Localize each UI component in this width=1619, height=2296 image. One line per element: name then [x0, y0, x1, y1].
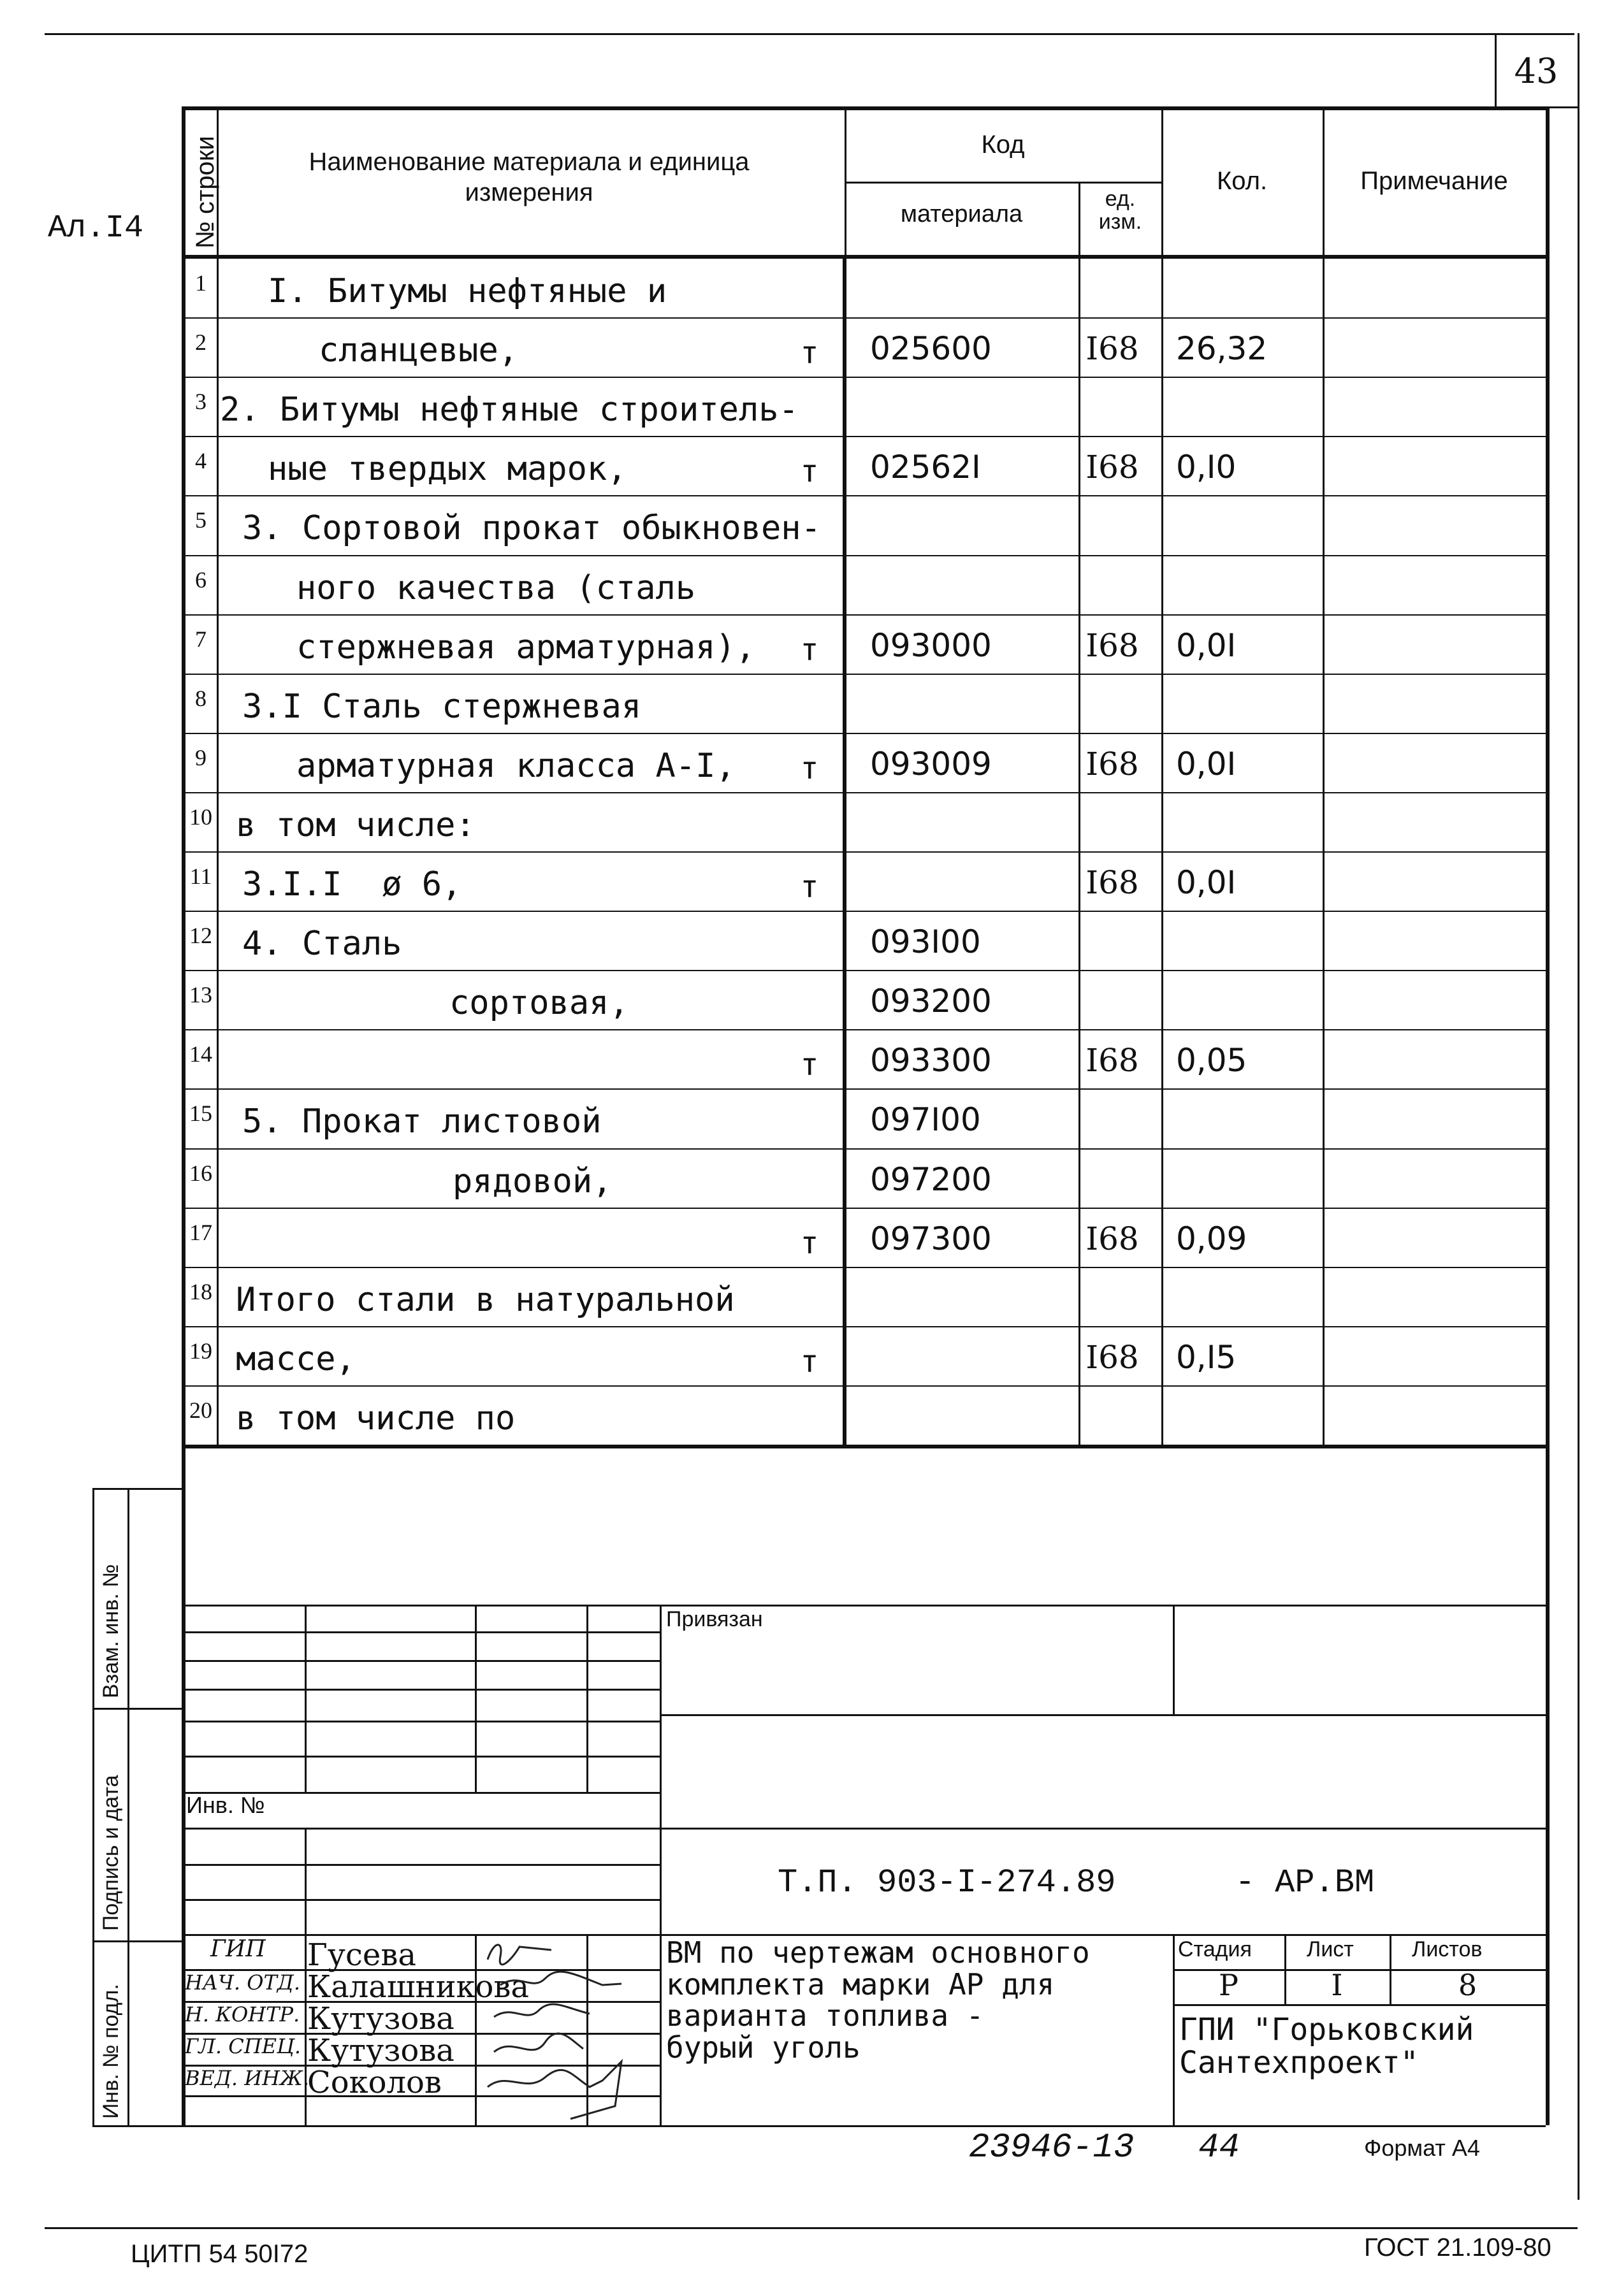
row-quantity: 0,0I: [1176, 745, 1237, 783]
signatures: [475, 1934, 660, 2125]
name-kutuzova-2: Кутузова: [307, 2033, 454, 2069]
strip-div2: [92, 1940, 182, 1942]
row-name: сланцевые,: [319, 331, 519, 370]
row-name: 2. Битумы нефтяные строитель-: [220, 391, 799, 430]
row-divider: [182, 436, 1546, 437]
stamp-v2-upper: [475, 1605, 477, 1792]
row-unit-code: I68: [1085, 864, 1139, 901]
row-name: сортовая,: [449, 984, 629, 1023]
sheets-label: Листов: [1412, 1937, 1483, 1961]
row-name: массе,: [236, 1339, 356, 1378]
row-number: 15: [189, 1101, 212, 1127]
stamp-row-privyazan: [182, 1605, 1546, 1606]
row-material-code: 093000: [870, 626, 992, 664]
row-unit-code: I68: [1085, 1338, 1139, 1376]
stamp-bottom: [92, 2125, 1546, 2127]
row-name: 3.I Сталь стержневая: [242, 687, 642, 726]
code-subheader-line: [845, 182, 1161, 184]
header-note: Примечание: [1360, 167, 1508, 195]
name-guseva: Гусева: [307, 1937, 416, 1973]
row-number: 16: [189, 1160, 212, 1186]
header-code-unit: ед. изм.: [1098, 187, 1142, 234]
page-number: 43: [1514, 51, 1558, 91]
footer-right: ГОСТ 21.109-80: [1364, 2234, 1551, 2262]
row-unit: т: [800, 869, 819, 905]
row-unit-code: I68: [1085, 626, 1139, 664]
row-quantity: 0,09: [1176, 1220, 1247, 1257]
label-inv-podl: Инв. № подл.: [99, 1984, 123, 2119]
role-n-kontr: Н. КОНТР.: [185, 2002, 300, 2026]
label-podpis-data: Подпись и дата: [99, 1775, 123, 1931]
strip-right: [127, 1488, 129, 2125]
stamp-line-k: [182, 1899, 660, 1901]
row-number: 1: [195, 270, 207, 296]
strip-top: [92, 1488, 182, 1490]
sheets-value: 8: [1458, 1968, 1477, 2002]
row-unit: т: [800, 1343, 819, 1380]
row-name: стержневая арматурная),: [296, 628, 756, 667]
row-number: 7: [195, 626, 207, 652]
privyazan-label: Привязан: [666, 1607, 763, 1631]
bottom-rule: [45, 2227, 1578, 2229]
row-number: 2: [195, 329, 207, 356]
row-number: 11: [189, 863, 212, 889]
frame-right-edge: [1578, 33, 1579, 2200]
document-designation: Т.П. 903-I-274.89 - АР.ВМ: [778, 1864, 1375, 1902]
table-top: [182, 106, 1546, 110]
name-sokolov: Соколов: [307, 2065, 442, 2100]
col-rownum-divider: [217, 106, 219, 1445]
row-material-code: 097I00: [870, 1101, 981, 1139]
row-material-code: 093300: [870, 1042, 992, 1079]
sheet-label: Лист: [1307, 1937, 1354, 1961]
row-name: 3.I.I ø 6,: [242, 865, 462, 904]
row-unit: т: [800, 1225, 819, 1261]
row-unit: т: [800, 1047, 819, 1083]
row-name: ного качества (сталь: [296, 568, 696, 607]
row-unit: т: [800, 750, 819, 786]
stamp-right: [1546, 1445, 1550, 2125]
row-material-code: 02562I: [870, 449, 981, 486]
stamp-line-j: [182, 1864, 660, 1866]
row-name: Итого стали в натуральной: [236, 1280, 735, 1319]
row-material-code: 093009: [870, 745, 992, 783]
name-kutuzova-1: Кутузова: [307, 2001, 454, 2037]
row-divider: [182, 851, 1546, 853]
role-nach-otd: НАЧ. ОТД.: [185, 1970, 300, 1995]
row-divider: [182, 674, 1546, 675]
row-number: 20: [189, 1397, 212, 1423]
row-number: 10: [189, 804, 212, 830]
row-number: 3: [195, 389, 207, 415]
stamp-line-i: [182, 1828, 660, 1830]
row-unit-code: I68: [1085, 330, 1139, 368]
role-gip: ГИП: [210, 1936, 266, 1962]
row-divider: [182, 1208, 1546, 1209]
row-number: 5: [195, 507, 207, 533]
row-divider: [182, 317, 1546, 319]
row-number: 6: [195, 567, 207, 593]
row-material-code: 025600: [870, 330, 992, 368]
row-number: 17: [189, 1219, 212, 1245]
format-label: Формат А4: [1364, 2135, 1480, 2161]
sheet-value: I: [1331, 1968, 1343, 2002]
row-name: в том числе:: [236, 805, 476, 844]
stamp-v1-upper: [305, 1605, 307, 1792]
row-quantity: 0,I5: [1176, 1338, 1237, 1376]
stamp-line-c: [660, 1714, 1546, 1716]
document-title: ВМ по чертежам основного комплекта марки АР для варианта топлива - бурый уголь: [666, 1935, 1090, 2065]
table-right: [1546, 106, 1550, 1483]
row-material-code: 093200: [870, 983, 992, 1020]
row-name: ные твердых марок,: [268, 450, 627, 489]
row-name: арматурная класса А-I,: [296, 746, 736, 785]
stamp-v4: [660, 1605, 662, 2125]
code-col-bold: [843, 258, 846, 1445]
row-divider: [182, 377, 1546, 378]
footer-page: 44: [1198, 2128, 1240, 2167]
row-number: 14: [189, 1041, 212, 1067]
header-name: Наименование материала и единица измерения: [309, 148, 750, 206]
top-rule: [45, 33, 1574, 35]
header-bottom: [182, 255, 1546, 259]
stamp-v3-upper: [586, 1605, 588, 1792]
row-number: 18: [189, 1278, 212, 1304]
stamp-v6: [1173, 1934, 1175, 2125]
table-bottom: [182, 1445, 1546, 1448]
row-unit: т: [800, 632, 819, 668]
col-note-divider: [1323, 106, 1325, 1445]
header-code: Код: [981, 131, 1025, 159]
row-quantity: 0,I0: [1176, 449, 1237, 486]
row-material-code: 097300: [870, 1220, 992, 1257]
header-qty: Кол.: [1216, 167, 1268, 195]
row-unit: т: [800, 454, 819, 490]
col-qty-divider: [1161, 106, 1163, 1445]
row-divider: [182, 911, 1546, 912]
row-unit: т: [800, 335, 819, 372]
stamp-v5: [1173, 1605, 1175, 1714]
row-quantity: 0,0I: [1176, 864, 1237, 901]
row-name: 5. Прокат листовой: [242, 1102, 602, 1141]
row-quantity: 0,05: [1176, 1042, 1247, 1079]
row-name: рядовой,: [453, 1162, 613, 1201]
row-unit-code: I68: [1085, 1220, 1139, 1257]
stage-label: Стадия: [1178, 1937, 1252, 1961]
row-divider: [182, 792, 1546, 793]
table-left: [182, 106, 185, 1483]
row-quantity: 0,0I: [1176, 626, 1237, 664]
row-divider: [182, 970, 1546, 971]
row-divider: [182, 733, 1546, 734]
row-number: 13: [189, 982, 212, 1008]
row-unit-code: I68: [1085, 1042, 1139, 1079]
header-row-number: № строки: [191, 136, 219, 249]
row-divider: [182, 1267, 1546, 1268]
stage-value: Р: [1219, 1968, 1238, 2002]
stamp-stage-bottom: [1173, 2004, 1546, 2006]
row-divider: [182, 1088, 1546, 1090]
organization: ГПИ "Горьковский Сантехпроект": [1179, 2012, 1474, 2081]
footer-left: ЦИТП 54 50I72: [131, 2240, 309, 2268]
stamp-line-h: [660, 1828, 1546, 1830]
strip-left: [92, 1488, 94, 2125]
row-divider: [182, 1148, 1546, 1150]
doc-number: 23946-13: [969, 2128, 1135, 2167]
row-material-code: 093I00: [870, 923, 981, 961]
row-number: 8: [195, 685, 207, 711]
row-name: 3. Сортовой прокат обыкновен-: [242, 509, 821, 548]
sheet-reference: Ал.I4: [48, 210, 144, 247]
label-vzam-inv: Взам. инв. №: [99, 1564, 123, 1698]
row-divider: [182, 495, 1546, 496]
header-code-material: материала: [900, 201, 1023, 227]
row-number: 12: [189, 923, 212, 949]
inv-no-label: Инв. №: [186, 1792, 265, 1818]
row-divider: [182, 1326, 1546, 1327]
role-ved-inzh: ВЕД. ИНЖ.: [185, 2066, 310, 2090]
row-divider: [182, 1385, 1546, 1387]
row-number: 19: [189, 1338, 212, 1364]
row-unit-code: I68: [1085, 745, 1139, 783]
row-name: в том числе по: [236, 1399, 516, 1438]
row-divider: [182, 614, 1546, 616]
row-material-code: 097200: [870, 1160, 992, 1198]
row-divider: [182, 1029, 1546, 1030]
row-unit-code: I68: [1085, 449, 1139, 486]
strip-div1: [92, 1708, 182, 1710]
row-number: 4: [195, 448, 207, 474]
role-gl-spec: ГЛ. СПЕЦ.: [185, 2034, 301, 2058]
row-name: I. Битумы нефтяные и: [268, 272, 667, 310]
name-kalashnikova: Калашникова: [307, 1969, 530, 2005]
row-divider: [182, 555, 1546, 556]
row-number: 9: [195, 744, 207, 770]
row-quantity: 26,32: [1176, 330, 1268, 368]
row-name: 4. Сталь: [242, 925, 402, 964]
